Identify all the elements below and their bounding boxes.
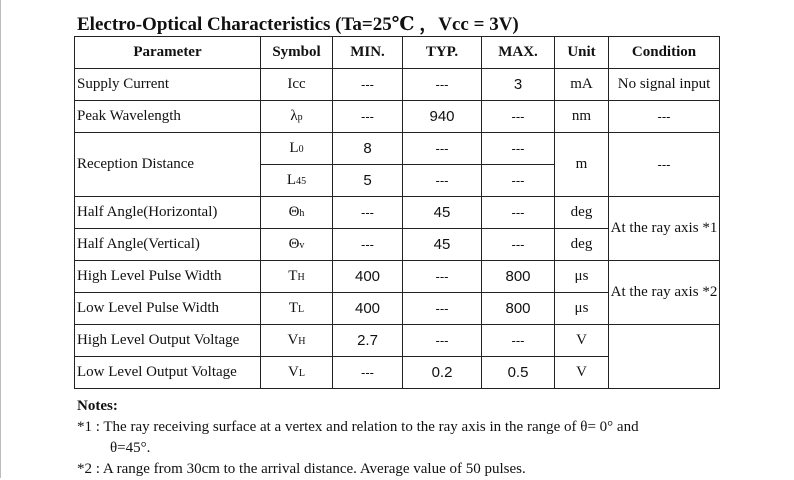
symbol-main: T [288,300,299,316]
cell-parameter: High Level Pulse Width [75,261,261,293]
cell-typ: --- [403,325,482,357]
cell-min: 8 [333,133,403,165]
cell-max: --- [482,165,555,197]
cell-condition: --- [609,133,720,197]
table-row [75,69,720,101]
cell-max: --- [482,229,555,261]
cell-min: 400 [333,261,403,293]
cell-max: 3 [482,69,555,101]
table-header-row [75,37,720,69]
symbol-main: T [288,268,298,284]
notes-section [77,396,639,480]
cell-min: --- [333,101,403,133]
cell-unit: V [555,357,609,389]
cell-max: --- [482,133,555,165]
cell-parameter: High Level Output Voltage [75,325,261,357]
header-max: MAX. [482,37,555,69]
cell-typ: --- [403,165,482,197]
cell-typ: 45 [403,229,482,261]
symbol-main: Θ [288,204,300,220]
table-row [75,325,720,357]
cell-condition: At the ray axis *1 [609,197,720,261]
cell-unit: m [555,133,609,197]
symbol-subscript: h [299,208,305,219]
table-row [75,133,720,165]
cell-max: 800 [482,261,555,293]
cell-typ: 0.2 [403,357,482,389]
symbol-subscript: 0 [298,144,304,155]
header-symbol: Symbol [261,37,333,69]
symbol-subscript: L [298,368,305,379]
cell-min: 2.7 [333,325,403,357]
cell-parameter: Supply Current [75,69,261,101]
symbol-subscript: 45 [296,176,307,187]
cell-symbol [261,133,333,165]
cell-max: --- [482,101,555,133]
cell-parameter: Low Level Output Voltage [75,357,261,389]
symbol-main: V [287,332,299,348]
cell-unit: deg [555,229,609,261]
cell-max: 800 [482,293,555,325]
symbol-subscript: H [297,272,305,283]
table-row [75,101,720,133]
symbol-main: Θ [288,236,300,252]
header-min: MIN. [333,37,403,69]
cell-unit: V [555,325,609,357]
page-edge-rule [0,0,1,478]
cell-min: --- [333,229,403,261]
cell-parameter: Peak Wavelength [75,101,261,133]
cell-symbol [261,293,333,325]
cell-typ: --- [403,261,482,293]
cell-symbol [261,229,333,261]
cell-symbol: Icc [261,69,333,101]
header-typ: TYP. [403,37,482,69]
cell-condition: No signal input [609,69,720,101]
cell-typ: 45 [403,197,482,229]
cell-symbol [261,101,333,133]
header-parameter: Parameter [75,37,261,69]
cell-unit: deg [555,197,609,229]
cell-typ: --- [403,133,482,165]
header-condition: Condition [609,37,720,69]
cell-unit: μs [555,293,609,325]
header-unit: Unit [555,37,609,69]
cell-typ: 940 [403,101,482,133]
electro-optical-table [74,36,720,389]
cell-symbol [261,325,333,357]
cell-parameter: Low Level Pulse Width [75,293,261,325]
cell-parameter: Half Angle(Vertical) [75,229,261,261]
symbol-main: L [286,172,297,188]
cell-max: 0.5 [482,357,555,389]
cell-min: 400 [333,293,403,325]
cell-typ: --- [403,293,482,325]
cell-min: --- [333,197,403,229]
cell-min: --- [333,69,403,101]
note-2: *2 : A range from 30cm to the arrival distance. Average value of 50 pulses. [77,461,526,477]
table-row [75,197,720,229]
cell-symbol [261,197,333,229]
symbol-subscript: p [297,112,303,123]
cell-unit: mA [555,69,609,101]
note-1-continuation: θ=45°. [110,440,151,456]
symbol-main: λ [290,108,298,124]
symbol-subscript: L [298,304,305,315]
symbol-subscript: v [299,240,305,251]
cell-symbol [261,357,333,389]
cell-max: --- [482,197,555,229]
cell-parameter: Half Angle(Horizontal) [75,197,261,229]
cell-min: --- [333,357,403,389]
symbol-main: L [289,140,299,156]
table-row [75,261,720,293]
cell-unit: nm [555,101,609,133]
cell-typ: --- [403,69,482,101]
cell-max: --- [482,325,555,357]
symbol-main: V [288,364,299,380]
cell-condition: At the ray axis *2 [609,261,720,325]
cell-parameter: Reception Distance [75,133,261,197]
cell-symbol [261,261,333,293]
cell-unit: μs [555,261,609,293]
symbol-subscript: H [298,336,306,347]
cell-min: 5 [333,165,403,197]
cell-symbol [261,165,333,197]
note-1: *1 : The ray receiving surface at a vertex and relation to the ray axis in the range of θ= 0° and [77,419,639,435]
section-title: Electro-Optical Characteristics (Ta=25℃ ，Vcc = 3V) [77,14,519,35]
cell-condition: --- [609,101,720,133]
notes-heading: Notes: [77,398,118,414]
cell-condition-empty [609,325,720,389]
